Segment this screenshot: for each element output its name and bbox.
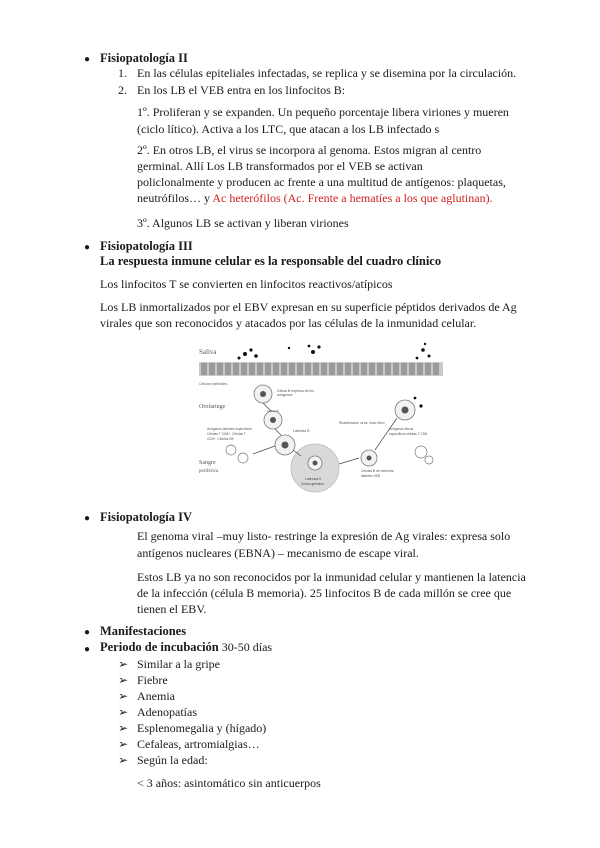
arrow-bullet-icon: ➢ — [118, 737, 129, 751]
label-note10: antígenos — [277, 393, 293, 397]
label-note7: Células B de memoria — [361, 469, 394, 473]
arrow-bullet-icon: ➢ — [118, 657, 129, 671]
heading-fisiopatologia-4: Fisiopatología IV — [100, 510, 193, 524]
label-note1: Antígenos latentes específicos — [207, 427, 252, 431]
paragraph-line: Estos LB ya no son reconocidos por la inmunidad celular y mantienen la latencia — [137, 570, 526, 584]
label-note5: Antígenos líticos — [389, 427, 414, 431]
arrow-bullet-icon: ➢ — [118, 721, 129, 735]
label-epithelium: Células epiteliales — [199, 382, 228, 386]
text-black: neutrófilos… y — [137, 191, 213, 205]
bullet-icon: ● — [84, 242, 91, 253]
list-item: En los LB el VEB entra en los linfocitos B: — [137, 83, 346, 97]
arrow-bullet-icon: ➢ — [118, 753, 129, 767]
bullet-icon: ● — [84, 644, 91, 655]
label-note3: CD4+, Células NK — [207, 437, 234, 441]
label-saliva: Saliva — [199, 348, 217, 356]
ebv-pathogenesis-diagram — [193, 340, 448, 496]
paragraph-line: germinal. Allí Los LB transformados por el VEB se activan — [137, 159, 423, 173]
label-note4: Reactivación virus, ciclo lítico — [339, 421, 385, 425]
label-cell1: Célula B — [267, 409, 279, 413]
label-sangre: Sangre — [199, 460, 216, 466]
list-item: En las células epiteliales infectadas, se replica y se disemina por la circulación. — [137, 66, 517, 80]
paragraph-line: antígenos nucleares (EBNA) – mecanismo de escape viral. — [137, 546, 419, 560]
paragraph-line: Los LB inmortalizados por el EBV expresan en su superficie péptidos derivados de Ag — [100, 300, 517, 314]
heading-fisiopatologia-2: Fisiopatología II — [100, 51, 188, 65]
heading-periodo-incubacion: Periodo de incubación — [100, 640, 219, 654]
list-item: Según la edad: — [137, 753, 208, 767]
list-item: Anemia — [137, 689, 175, 703]
paragraph-line: 3º. Algunos LB se activan y liberan viriones — [137, 216, 349, 230]
incubation-days: 30-50 días — [218, 640, 273, 654]
paragraph-line: El genoma viral –muy listo- restringe la expresión de Ag virales: expresa solo — [137, 529, 511, 543]
list-item: Similar a la gripe — [137, 657, 220, 671]
paragraph-line: virales que son reconocidos y atacados por las células de la inmunidad celular. — [100, 316, 477, 330]
paragraph-line: policlonalmente y producen ac frente a una multitud de antígenos: plaquetas, — [137, 175, 506, 189]
list-item: Esplenomegalia y (hígado) — [137, 721, 267, 735]
label-note2: Células T CD8+, Células T — [207, 432, 246, 436]
label-cell4-sub: Centro germinal — [301, 482, 324, 486]
label-periferica: periférica — [199, 469, 219, 474]
label-cell4: Latencia II — [305, 477, 322, 481]
paragraph-line — [137, 190, 493, 207]
incubation-line — [100, 640, 272, 655]
heading-manifestaciones: Manifestaciones — [100, 624, 187, 638]
paragraph-line: (ciclo lítico). Activa a los LTC, que atacan a los LB infectado s — [137, 122, 440, 136]
label-note6: específicos células T CD8 — [389, 432, 427, 436]
paragraph-line: tienen el EBV. — [137, 602, 207, 616]
bullet-icon: ● — [84, 627, 91, 638]
paragraph-line: 1º. Proliferan y se expanden. Un pequeño porcentaje libera viriones y mueren — [137, 105, 509, 119]
heading-fisiopatologia-3: Fisiopatología III — [100, 239, 193, 253]
list-number: 1. — [118, 66, 127, 80]
list-item: Cefaleas, artromialgias… — [137, 737, 260, 751]
text-highlight-red: Ac heterófilos (Ac. Frente a hematíes a los que aglutinan). — [212, 191, 493, 205]
paragraph-line: Los linfocitos T se convierten en linfocitos reactivos/atípicos — [100, 277, 393, 291]
arrow-bullet-icon: ➢ — [118, 673, 129, 687]
paragraph-line: 2º. En otros LB, el virus se incorpora al genoma. Estos migran al centro — [137, 143, 482, 157]
arrow-bullet-icon: ➢ — [118, 689, 129, 703]
label-note9: Célula B expresa de los — [277, 389, 314, 393]
arrow-bullet-icon: ➢ — [118, 705, 129, 719]
age-note: < 3 años: asintomático sin anticuerpos — [137, 776, 321, 790]
list-item: Fiebre — [137, 673, 168, 687]
label-cell2: Latencia B — [293, 429, 310, 433]
paragraph-line: de la infección (célula B memoria). 25 linfocitos B de cada millón se cree que — [137, 586, 512, 600]
subheading: La respuesta inmune celular es la responsable del cuadro clínico — [100, 254, 442, 268]
label-note8: latentes VEB — [361, 474, 381, 478]
bullet-icon: ● — [84, 513, 91, 524]
list-number: 2. — [118, 83, 127, 97]
list-item: Adenopatías — [137, 705, 197, 719]
bullet-icon: ● — [84, 54, 91, 65]
label-orofaringe: Orofaringe — [199, 404, 226, 410]
